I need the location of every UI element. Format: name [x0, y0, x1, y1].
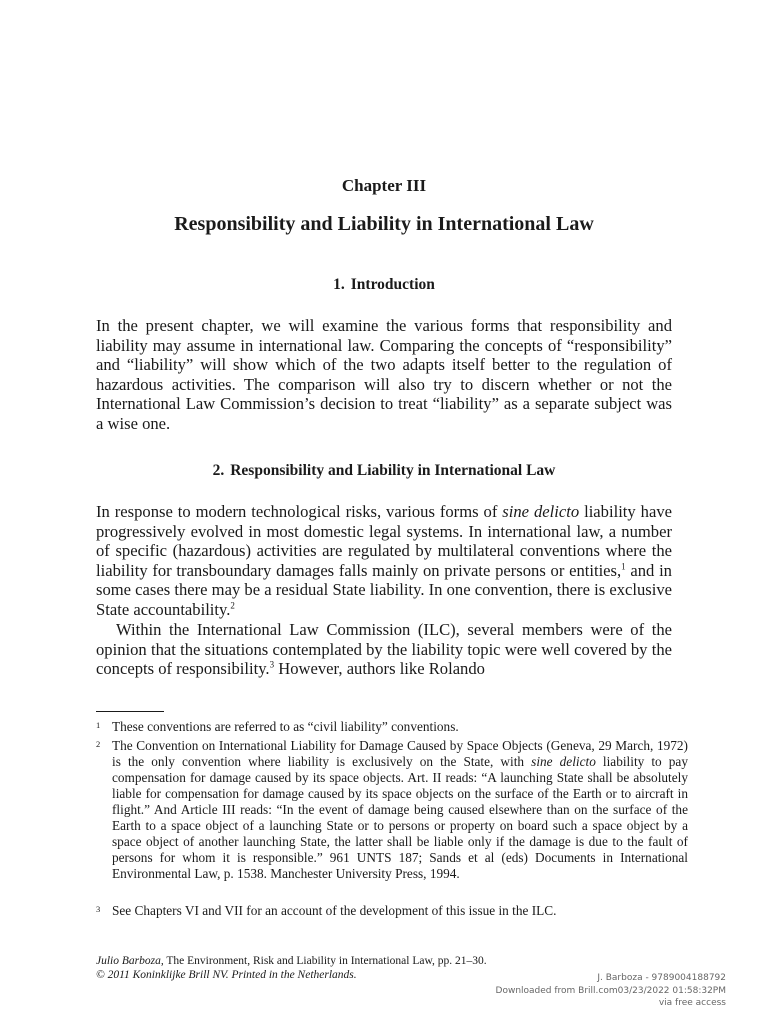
chapter-label: Chapter III [341, 176, 427, 195]
body-paragraph [96, 502, 672, 620]
text-run: Within the International Law Commission (ILC), several members were of the opinion that the situations contemplated by the liability topic were well covered by the concepts of responsibility. [96, 620, 672, 679]
footnote-3 [96, 903, 688, 919]
text-run: and in some cases there may be a residual State liability. In one convention, there is exclusive State accountability. [96, 560, 672, 619]
footnote-2 [96, 738, 688, 882]
footnote-text: The Convention on International Liability for Damage Caused by Space Objects (Geneva, 29 March, 1972) is the only convention where liability is exclusively on the State, with [112, 738, 688, 769]
italic-term: sine delicto [502, 502, 580, 521]
footnote-number: 2 [96, 739, 101, 749]
citation-line [96, 954, 556, 968]
download-watermark [466, 972, 726, 1010]
citation-book: The Environment, Risk and Liability in International Law, pp. 21–30. [163, 955, 487, 967]
footnote-number: 1 [96, 720, 101, 730]
body-paragraph [96, 620, 672, 679]
footnote-text: See Chapters VI and VII for an account of the development of this issue in the ILC. [112, 903, 557, 918]
chapter-title: Responsibility and Liability in International Law [174, 213, 594, 235]
text-run: liability have progressively evolved in most domestic legal systems. In international law, a number of specific (hazardous) activities are regulated by multilateral conventions where the liability for transboundary damages falls mainly on private persons or entities, [96, 502, 672, 580]
footnote-1 [96, 719, 688, 735]
text-run: However, authors like Rolando [274, 659, 485, 679]
text-run: In response to modern technological risks, various forms of [96, 502, 503, 521]
footnote-text: These conventions are referred to as “civil liability” conventions. [112, 719, 459, 734]
footnote-ref-2[interactable]: 2 [230, 600, 235, 611]
section-heading-introduction [96, 276, 672, 294]
citation-author: Julio Barboza, [96, 955, 164, 967]
watermark-line: via free access [658, 998, 726, 1008]
watermark-line: J. Barboza - 9789004188792 [597, 973, 726, 983]
footnote-text: liability to pay compensation for damage caused by its space objects. Art. II reads: “A launching State shall be absolutely liable for compensation for damage caused by its space objects on the surface of the Earth or to aircraft in flight.” And Article III reads: “In the event of damage being caused elsewhere than on the surface of the Earth to a space object of a launching State or to persons or property on board such a space object by a space object of another launching State, the latter shall be liable only if the damage is due to the fault of persons for whom it is responsible.” 961 UNTS 187; Sands et al (eds) Documents in International Environmental Law, p. 1538. Manchester University Press, 1994. [112, 754, 688, 881]
section-heading-responsibility [96, 462, 672, 480]
section-title: Introduction [350, 276, 435, 293]
section-number: 1. [333, 276, 345, 293]
footnote-number: 3 [96, 904, 101, 914]
footnote-divider [96, 711, 164, 712]
section-number: 2. [212, 462, 225, 479]
intro-paragraph: In the present chapter, we will examine the various forms that responsibility and liability may assume in international law. Comparing the concepts of “responsibility” and “liability” will show which of the two adapts itself better to the regulation of hazardous activities. The comparison will also try to discern whether or not the International Law Commission’s decision to treat “liability” as a separate subject was a wise one. [96, 316, 672, 433]
italic-term: sine delicto [531, 754, 596, 769]
footnote-ref-3[interactable]: 3 [269, 659, 275, 670]
footnote-ref-1[interactable]: 1 [621, 561, 626, 572]
citation-copyright: © 2011 Koninklijke Brill NV. Printed in the Netherlands. [96, 969, 357, 981]
watermark-line: Downloaded from Brill.com03/23/2022 01:58:32PM [495, 985, 726, 996]
section-title: Responsibility and Liability in International Law [230, 462, 556, 479]
